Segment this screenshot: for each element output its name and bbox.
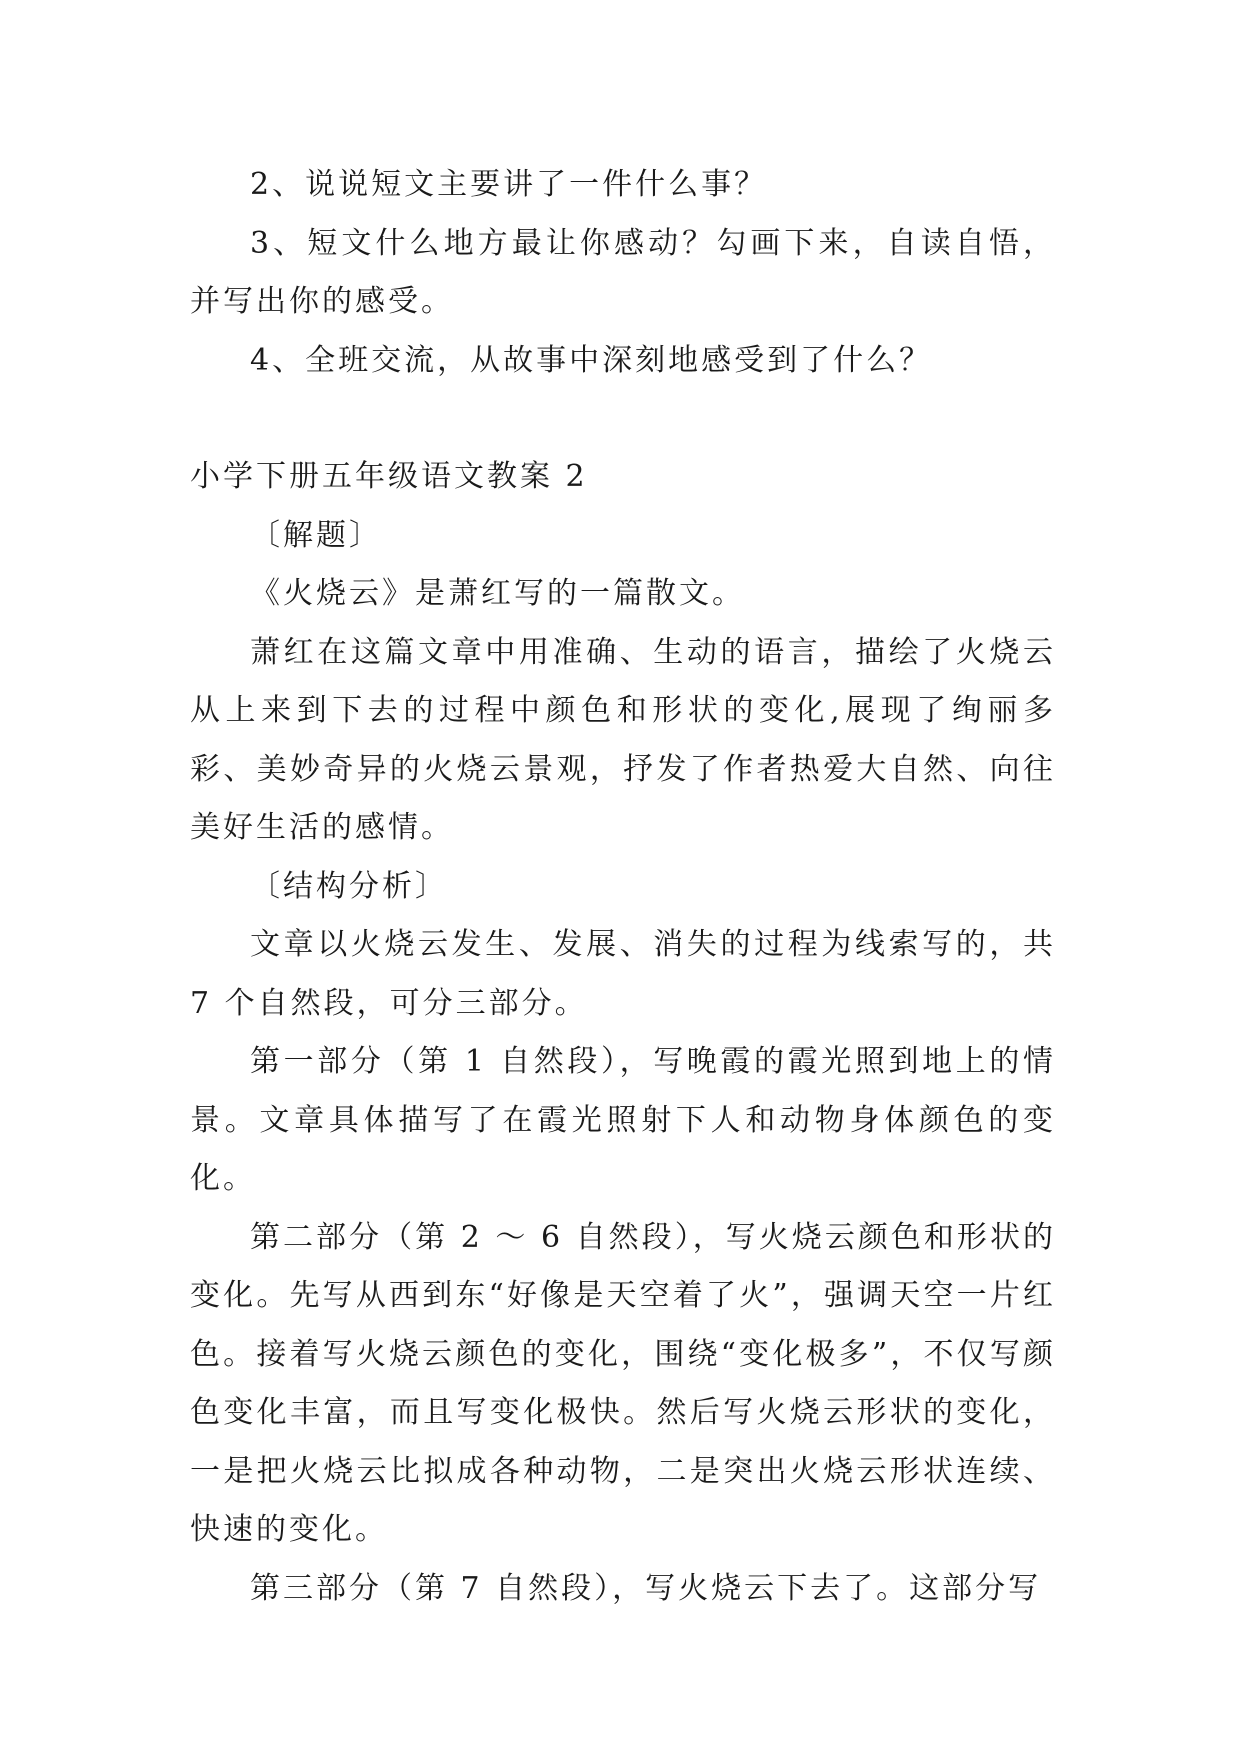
paragraph-summary: 萧红在这篇文章中用准确、生动的语言，描绘了火烧云从上来到下去的过程中颜色和形状的变化,展现了绚丽多彩、美妙奇异的火烧云景观，抒发了作者热爱大自然、向往美好生活的感情。 <box>190 634 1056 845</box>
question-3: 3、短文什么地方最让你感动？勾画下来，自读自悟，并写出你的感受。 <box>190 225 1056 319</box>
question-2: 2、说说短文主要讲了一件什么事？ <box>250 167 768 202</box>
section-title: 小学下册五年级语文教案 2 <box>190 459 588 494</box>
paragraph-part1: 第一部分（第 1 自然段），写晚霞的霞光照到地上的情景。文章具体描写了在霞光照射下人和动物身体颜色的变化。 <box>190 1044 1056 1196</box>
question-4: 4、全班交流，从故事中深刻地感受到了什么？ <box>250 342 933 378</box>
heading-jieti: 〔解题〕 <box>250 517 382 553</box>
heading-structure: 〔结构分析〕 <box>250 868 448 904</box>
paragraph-part2: 第二部分（第 2 ～ 6 自然段），写火烧云颜色和形状的变化。先写从西到东“好像是天空着了火”，强调天空一片红色。接着写火烧云颜色的变化，围绕“变化极多”，不仅写颜色变化丰富，而且写变化极快。然后写火烧云形状的变化，一是把火烧云比拟成各种动物，二是突出火烧云形状连续、快速的变化。 <box>190 1219 1056 1547</box>
paragraph-intro: 《火烧云》是萧红写的一篇散文。 <box>250 576 745 611</box>
document-body <box>190 156 1056 1618</box>
section-gap <box>190 390 1056 448</box>
paragraph-part3: 第三部分（第 7 自然段），写火烧云下去了。这部分写 <box>250 1570 1042 1606</box>
paragraph-structure: 文章以火烧云发生、发展、消失的过程为线索写的，共 7 个自然段，可分三部分。 <box>190 927 1056 1021</box>
